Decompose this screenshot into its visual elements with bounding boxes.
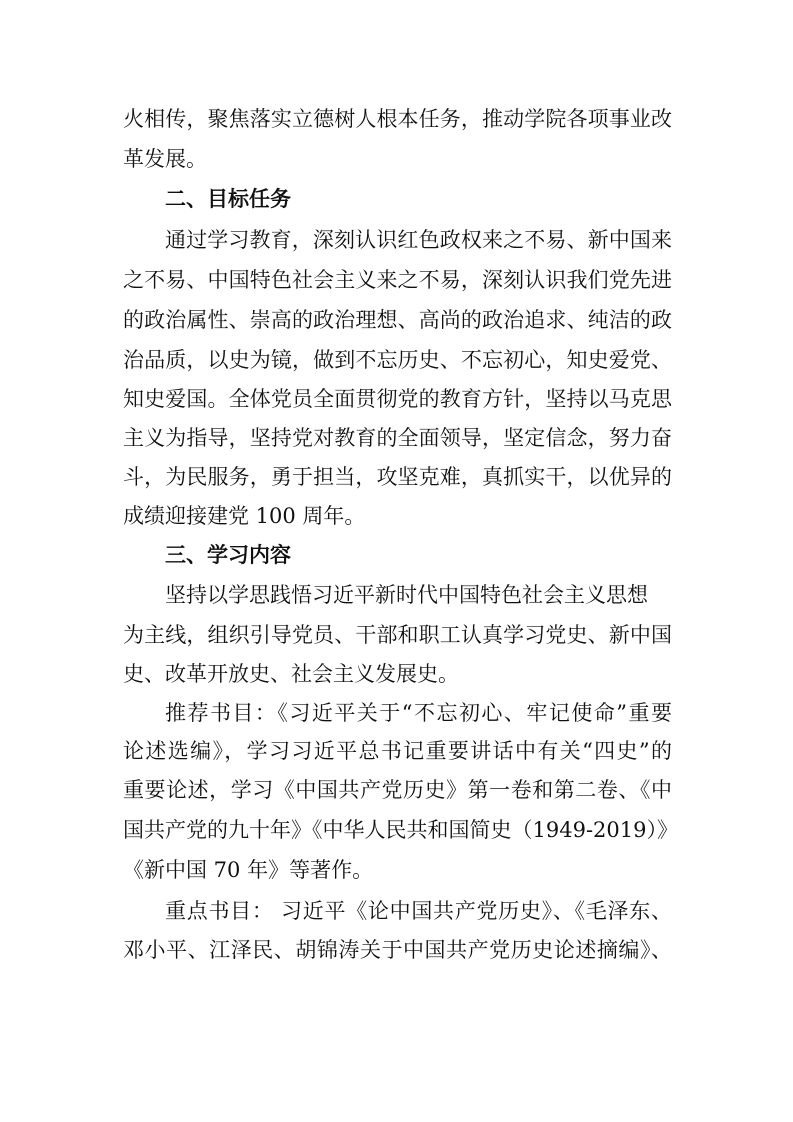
section-heading-goals: 二、目标任务 bbox=[165, 187, 291, 211]
paragraph-line: 主义为指导，坚持党对教育的全面领导，坚定信念，努力奋 bbox=[123, 426, 672, 450]
paragraph-line: 论述选编》，学习习近平总书记重要讲话中有关“四史”的 bbox=[123, 739, 672, 763]
paragraph-line: 《新中国 70 年》等著作。 bbox=[123, 858, 374, 882]
paragraph-line: 火相传，聚焦落实立德树人根本任务，推动学院各项事业改 bbox=[123, 107, 672, 131]
paragraph-line: 重要论述，学习《中国共产党历史》第一卷和第二卷、《中 bbox=[123, 778, 672, 802]
paragraph-line: 重点书目： 习近平《论中国共产党历史》、《毛泽东、 bbox=[165, 899, 672, 923]
paragraph-line: 治品质，以史为镜，做到不忘历史、不忘初心，知史爱党、 bbox=[123, 348, 672, 372]
paragraph-line: 为主线，组织引导党员、干部和职工认真学习党史、新中国 bbox=[123, 623, 672, 647]
paragraph-line: 成绩迎接建党 100 周年。 bbox=[123, 504, 366, 528]
paragraph-line: 史、改革开放史、社会主义发展史。 bbox=[123, 662, 459, 686]
paragraph-line: 斗，为民服务，勇于担当，攻坚克难，真抓实干，以优异的 bbox=[123, 465, 672, 489]
paragraph-line: 通过学习教育，深刻认识红色政权来之不易、新中国来 bbox=[165, 228, 672, 252]
paragraph-line: 推荐书目：《习近平关于“不忘初心、牢记使命”重要 bbox=[165, 701, 672, 725]
paragraph-line: 之不易、中国特色社会主义来之不易，深刻认识我们党先进 bbox=[123, 268, 672, 292]
paragraph-line: 知史爱国。全体党员全面贯彻党的教育方针，坚持以马克思 bbox=[123, 387, 672, 411]
paragraph-line: 革发展。 bbox=[123, 147, 207, 171]
paragraph-line: 国共产党的九十年》《中华人民共和国简史（1949-2019）》 bbox=[123, 818, 678, 842]
section-heading-study-content: 三、学习内容 bbox=[165, 543, 291, 567]
paragraph-line: 的政治属性、崇高的政治理想、高尚的政治追求、纯洁的政 bbox=[123, 308, 672, 332]
paragraph-line: 邓小平、江泽民、胡锦涛关于中国共产党历史论述摘编》、 bbox=[123, 938, 672, 962]
paragraph-line: 坚持以学思践悟习近平新时代中国特色社会主义思想 bbox=[165, 583, 648, 607]
